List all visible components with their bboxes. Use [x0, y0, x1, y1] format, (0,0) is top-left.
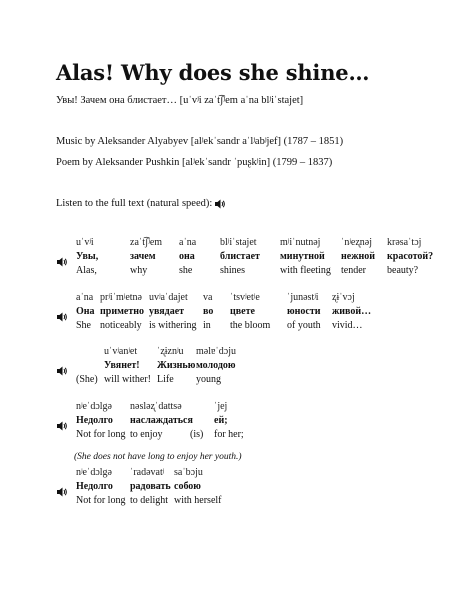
russian-word: собою: [174, 481, 201, 492]
translation-note: (She does not have long to enjoy her youth.): [74, 451, 242, 462]
subtitle: Увы! Зачем она блистает… [uˈvʲi zaˈt͡ʃʲem aˈna blʲiˈstajet]: [56, 95, 304, 106]
russian-word: Недолго: [76, 415, 113, 426]
page-title: Alas! Why does she shine…: [56, 60, 370, 85]
russian-word: Жизнью: [157, 360, 196, 371]
english-word: Not for long: [76, 495, 126, 506]
english-word: with fleeting: [280, 265, 331, 276]
ipa-word: zaˈt͡ʃʲem: [130, 237, 163, 248]
ipa-word: aˈna: [76, 292, 94, 303]
verse-2: [56, 292, 416, 334]
english-word: why: [130, 265, 148, 276]
english-word: with herself: [174, 495, 222, 506]
english-word: she: [179, 265, 193, 276]
english-word: She: [76, 320, 91, 331]
english-word: tender: [341, 265, 366, 276]
english-word: of youth: [287, 320, 321, 331]
english-word: (is): [190, 429, 204, 440]
verse-1: [56, 237, 434, 279]
english-word: for her;: [214, 429, 244, 440]
speaker-icon[interactable]: [215, 199, 226, 209]
ipa-word: nʲeˈdɔlgə: [76, 467, 112, 478]
ipa-word: uvʲaˈdajet: [149, 292, 188, 303]
music-credit: Music by Aleksander Alyabyev [alʲekˈsandr aˈlʲabʲjef] (1787 – 1851): [56, 136, 344, 147]
russian-word: Недолго: [76, 481, 113, 492]
english-word: young: [196, 374, 221, 385]
poem-credit: Poem by Aleksander Pushkin [alʲekˈsandr ˈpuʂkʲin] (1799 – 1837): [56, 157, 333, 168]
listen-line: [56, 198, 226, 209]
english-word: the bloom: [230, 320, 271, 331]
ipa-word: saˈbɔju: [174, 467, 203, 478]
russian-word: нежной: [341, 251, 375, 262]
ipa-word: ˈjej: [214, 401, 228, 412]
russian-word: молодою: [196, 360, 236, 371]
ipa-word: ˈnʲeʐnəj: [341, 237, 372, 248]
english-word: will wither!: [104, 374, 151, 385]
russian-word: радовать: [130, 481, 171, 492]
russian-word: Она: [76, 306, 95, 317]
english-word: is withering: [149, 320, 197, 331]
ipa-word: ˈradəvatʲ: [130, 467, 165, 478]
russian-word: ей;: [214, 415, 228, 426]
russian-word: Увы,: [76, 251, 99, 262]
english-word: (She): [76, 374, 98, 385]
russian-word: блистает: [220, 251, 260, 262]
ipa-word: prʲiˈmʲetnə: [100, 292, 142, 303]
verse-4: [56, 401, 296, 443]
russian-word: зачем: [130, 251, 156, 262]
ipa-word: krəsaˈtɔj: [387, 237, 422, 248]
english-word: Alas,: [76, 265, 97, 276]
english-word: to delight: [130, 495, 169, 506]
ipa-word: ˈtsvʲetʲe: [230, 292, 260, 303]
ipa-word: nəsləʐˈdattsə: [130, 401, 182, 412]
english-word: in: [203, 320, 211, 331]
english-word: beauty?: [387, 265, 419, 276]
russian-word: красотой?: [387, 251, 434, 262]
english-word: Life: [157, 374, 174, 385]
russian-word: живой…: [332, 306, 372, 317]
ipa-word: aˈna: [179, 237, 197, 248]
ipa-word: va: [203, 292, 213, 303]
ipa-word: nʲeˈdɔlgə: [76, 401, 112, 412]
english-word: vivid…: [332, 320, 363, 331]
ipa-word: uˈvʲi: [76, 237, 94, 248]
russian-word: приметно: [100, 306, 145, 317]
ipa-word: ˈʐɨznʲu: [157, 346, 184, 357]
russian-word: во: [203, 306, 214, 317]
english-word: Not for long: [76, 429, 126, 440]
russian-word: юности: [287, 306, 321, 317]
russian-word: цвете: [230, 306, 255, 317]
listen-label: Listen to the full text (natural speed):: [56, 198, 213, 209]
russian-word: она: [179, 251, 195, 262]
verse-5: [56, 467, 276, 509]
ipa-word: blʲiˈstajet: [220, 237, 257, 248]
ipa-word: ˈjunəstʲi: [287, 292, 319, 303]
ipa-word: məlɐˈdɔju: [196, 346, 236, 357]
ipa-word: ʐɨˈvɔj: [332, 292, 355, 303]
ipa-word: mʲiˈnutnəj: [280, 237, 321, 248]
ipa-word: uˈvʲanʲet: [104, 346, 138, 357]
verse-3: [56, 346, 276, 388]
english-word: shines: [220, 265, 245, 276]
russian-word: наслаждаться: [130, 415, 193, 426]
russian-word: Увянет!: [104, 360, 140, 371]
english-word: noticeably: [100, 320, 142, 331]
russian-word: минутной: [280, 251, 325, 262]
english-word: to enjoy: [130, 429, 163, 440]
russian-word: увядает: [149, 306, 185, 317]
